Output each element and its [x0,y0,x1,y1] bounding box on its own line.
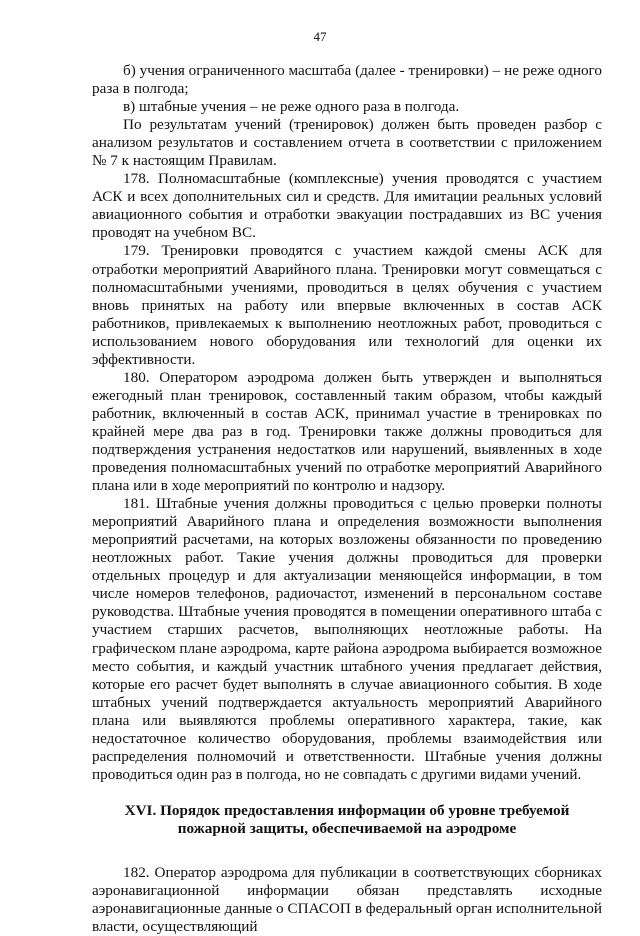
paragraph-182: 182. Оператор аэродрома для публикации в соответствующих сборниках аэронавигационной информации обязан представлять исходные аэронавигационные данные о СПАСОП в федеральный орган исполнительной власти, осуществляющий [92,863,602,936]
section-heading-xvi: XVI. Порядок предоставления информации об уровне требуемой пожарной защиты, обеспечиваемой на аэродроме [124,801,570,837]
paragraph-results: По результатам учений (тренировок) должен быть проведен разбор с анализом результатов и составлением отчета в соответствии с приложением № 7 к настоящим Правилам. [92,116,602,170]
page-number: 47 [313,29,327,44]
paragraph-v: в) штабные учения – не реже одного раза в полгода. [123,98,460,116]
paragraph-178: 178. Полномасштабные (комплексные) учения проводятся с участием АСК и всех дополнительных сил и средств. Для имитации реальных условий авиационного события и отработки эвакуации пострадавших из ВС учения проводят на учебном ВС. [92,170,602,242]
paragraph-179: 179. Тренировки проводятся с участием каждой смены АСК для отработки мероприятий Аварийного плана. Тренировки могут совмещаться с полномасштабными учениями, проводиться в целях обучения с участием вновь принятых на работу или впервые включенных в состав АСК работников, привлекаемых к выполнению неотложных работ, проводиться с использованием нового оборудования или технологий для оценки их эффективности. [92,242,602,368]
paragraph-180: 180. Оператором аэродрома должен быть утвержден и выполняться ежегодный план тренировок, составленный таким образом, чтобы каждый работник, включенный в состав АСК, принимал участие в тренировках по крайней мере два раз в год. Тренировки также должны проводиться для подтверждения устранения недостатков или нарушений, выявленных в ходе проведения полномасштабных учений по отработке мероприятий Аварийного плана или в ходе мероприятий по контролю и надзору. [92,368,602,495]
paragraph-b: б) учения ограниченного масштаба (далее - тренировки) – не реже одного раза в полгода; [92,62,602,98]
document-body [92,62,602,936]
paragraph-181: 181. Штабные учения должны проводиться с целью проверки полноты мероприятий Аварийного плана и определения возможности выполнения мероприятий расчетами, на которых возложены обязанности по проведению неотложных работ. Такие учения должны проводиться для проверки отдельных процедур и для актуализации меняющейся информации, в том числе номеров телефонов, радиочастот, изменений в персональном составе руководства. Штабные учения проводятся в помещении оперативного штаба с участием старших расчетов, выполняющих неотложные работы. На графическом плане аэродрома, карте района аэродрома выбирается возможное место события, и каждый участник штабного учения предлагает действия, которые его расчет будет выполнять в случае авиационного события. В ходе штабных учений подтверждается актуальность мероприятий Аварийного плана или выявляются проблемы оперативного характера, такие, как недостаточное количество оборудования, проблемы взаимодействия или распределения полномочий и ответственности. Штабные учения должны проводиться один раз в полгода, но не совпадать с другими видами учений. [92,495,602,783]
